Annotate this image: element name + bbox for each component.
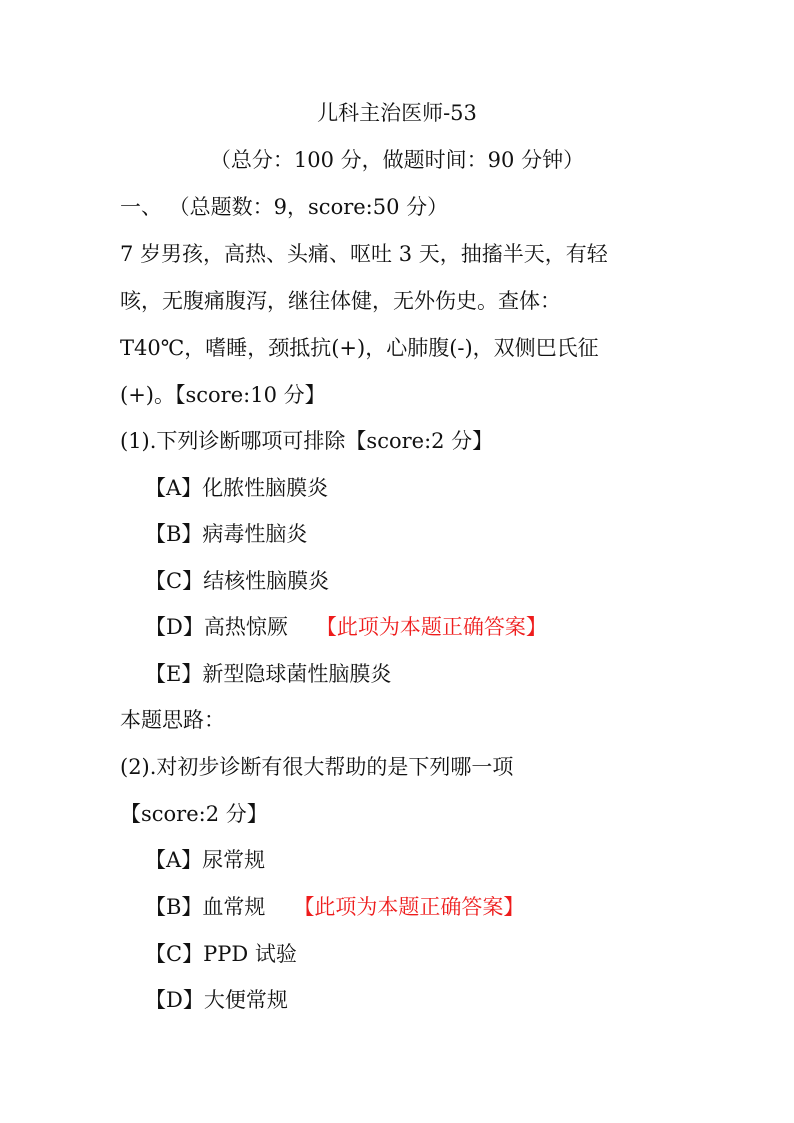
q1-option-d: 【D】高热惊厥 xyxy=(145,615,288,639)
q1-correct-mark: 【此项为本题正确答案】 xyxy=(315,615,547,639)
q1-option-c: 【C】结核性脑膜炎 xyxy=(145,569,330,593)
stem-line-4: (+)。【score:10 分】 xyxy=(120,383,326,407)
q1-analysis: 本题思路： xyxy=(120,708,225,732)
q1-option-d-row xyxy=(145,612,547,642)
q1-option-e: 【E】新型隐球菌性脑膜炎 xyxy=(145,662,392,686)
q1-option-a: 【A】化脓性脑膜炎 xyxy=(145,476,329,500)
stem-line-3: T40℃，嗜睡，颈抵抗(+)，心肺腹(-)，双侧巴氏征 xyxy=(120,336,599,360)
section-heading: 一、 （总题数：9，score:50 分） xyxy=(120,195,449,219)
stem-line-1: 7 岁男孩，高热、头痛、呕吐 3 天，抽搐半天，有轻 xyxy=(120,242,608,266)
q2-option-b: 【B】血常规 xyxy=(145,895,266,919)
q2-option-a: 【A】尿常规 xyxy=(145,848,266,872)
stem-line-2: 咳，无腹痛腹泻，继往体健，无外伤史。查体： xyxy=(120,289,561,313)
q1-option-b: 【B】病毒性脑炎 xyxy=(145,522,308,546)
q2-option-b-row xyxy=(145,892,524,922)
question-1: (1).下列诊断哪项可排除【score:2 分】 xyxy=(120,429,494,453)
q2-option-d: 【D】大便常规 xyxy=(145,988,288,1012)
exam-summary: （总分：100 分，做题时间：90 分钟） xyxy=(209,148,585,172)
q2-option-c: 【C】PPD 试验 xyxy=(145,942,297,966)
page-title: 儿科主治医师-53 xyxy=(317,101,477,125)
question-2: (2).对初步诊断有很大帮助的是下列哪一项 xyxy=(120,755,514,779)
question-2-score: 【score:2 分】 xyxy=(120,802,268,826)
q2-correct-mark: 【此项为本题正确答案】 xyxy=(293,895,525,919)
